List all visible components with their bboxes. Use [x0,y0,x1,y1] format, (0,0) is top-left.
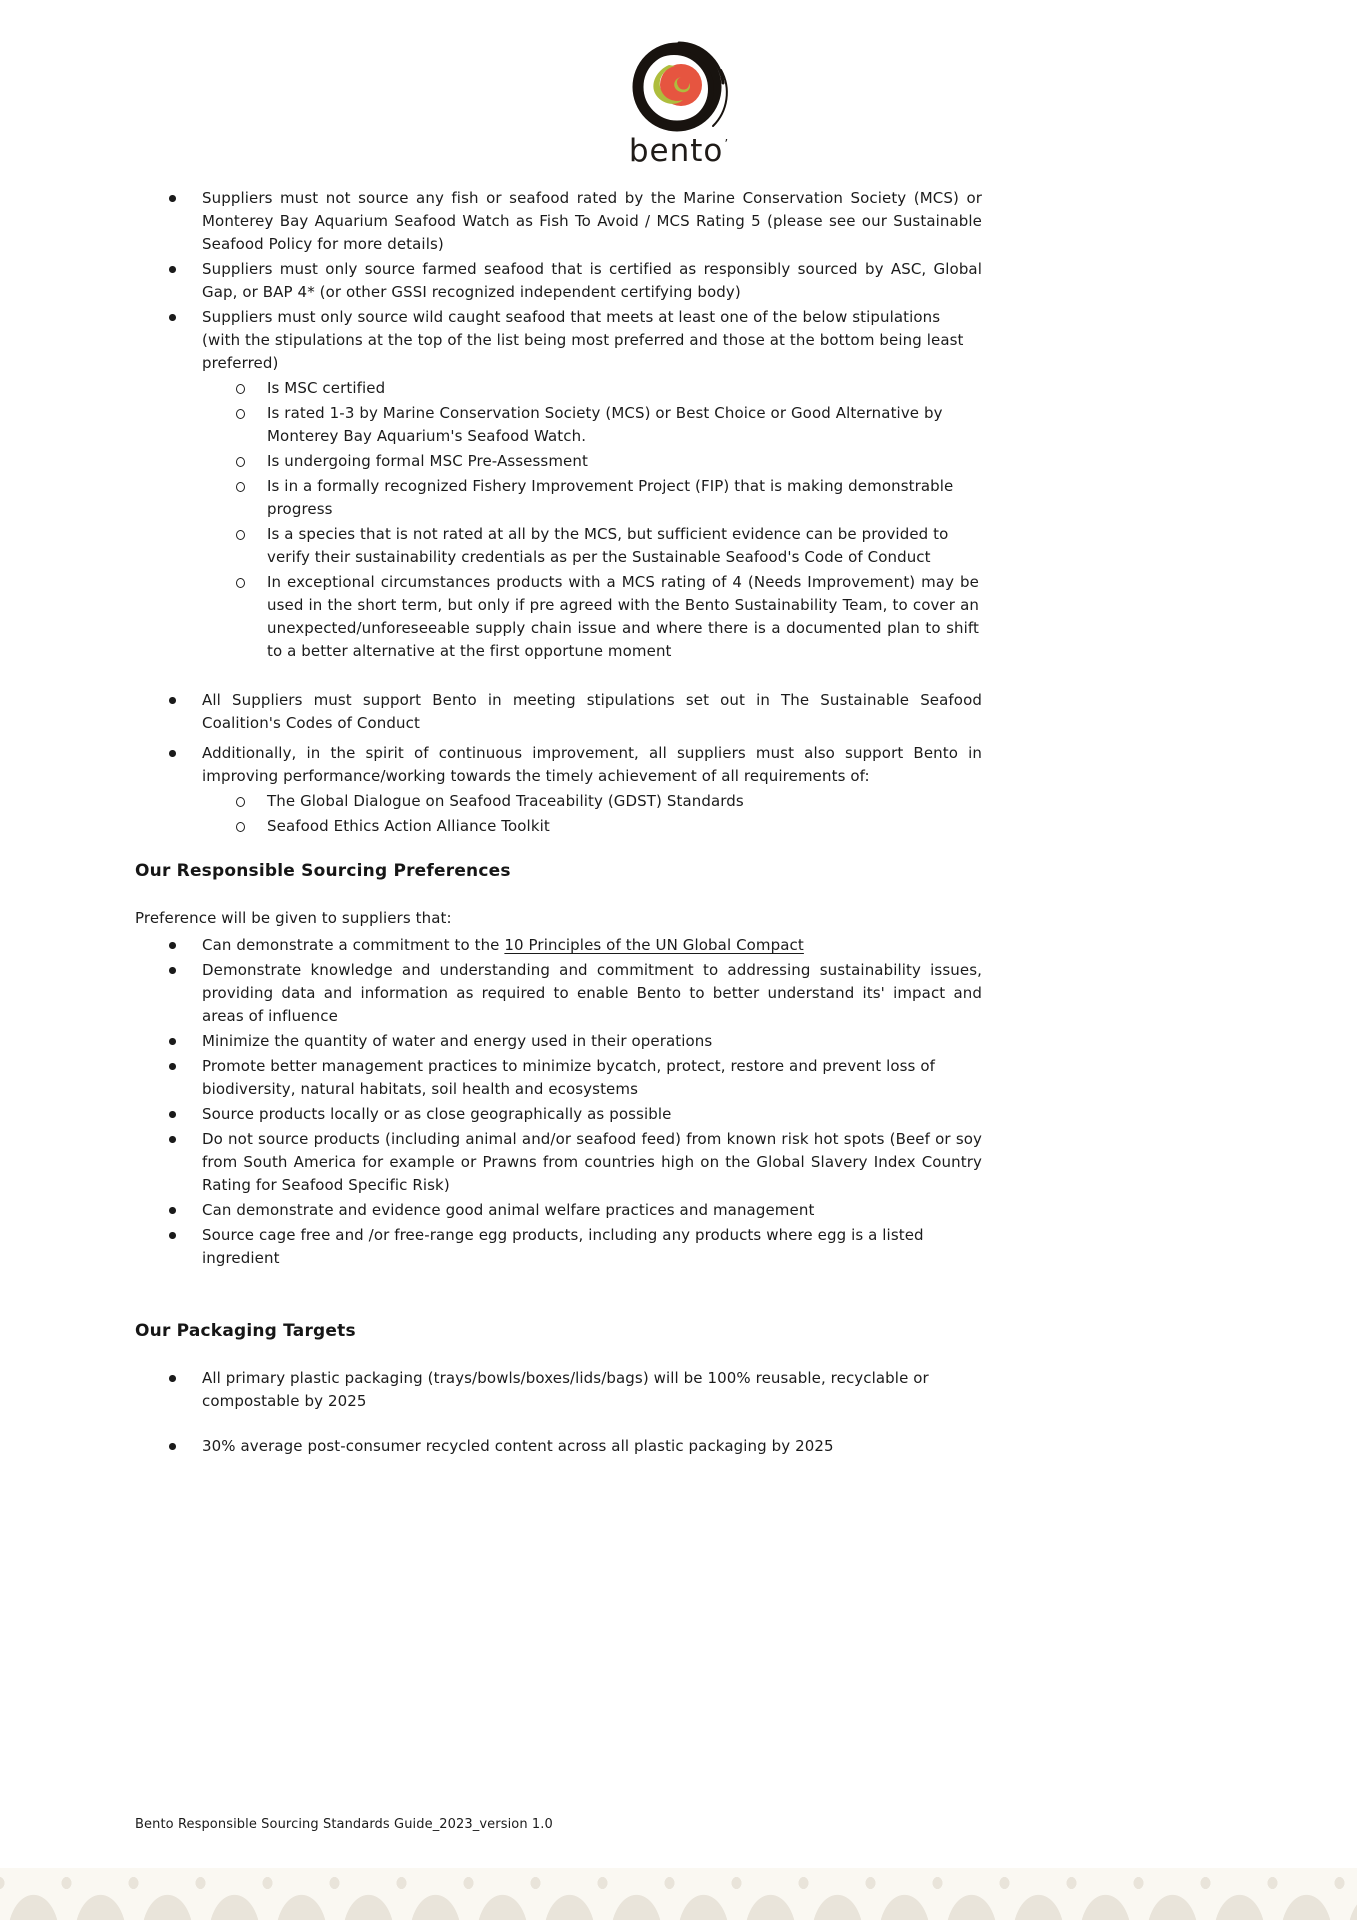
list-item [202,934,982,957]
list-item: Demonstrate knowledge and understanding and commitment to addressing sustainability issues, providing data and information as required to enable Bento to better understand its' impact and areas of influence [202,959,982,1028]
list-item: Is rated 1-3 by Marine Conservation Society (MCS) or Best Choice or Good Alternative by Monterey Bay Aquarium's Seafood Watch. [267,402,979,448]
section-heading-packaging: Our Packaging Targets [135,1321,356,1341]
logo-wordmark [0,133,1357,169]
wild-caught-stipulations-list [202,377,982,663]
list-item-text: Suppliers must only source wild caught seafood that meets at least one of the below stipulations (with the stipulations at the top of the list being most preferred and those at the bottom being least preferred) [202,308,964,372]
list-item: Minimize the quantity of water and energy used in their operations [202,1030,982,1053]
sourcing-requirements-list [135,187,995,838]
list-item: Promote better management practices to minimize bycatch, protect, restore and prevent loss of biodiversity, natural habitats, soil health and ecosystems [202,1055,982,1101]
list-item: All Suppliers must support Bento in meeting stipulations set out in The Sustainable Seafood Coalition's Codes of Conduct [202,689,982,735]
support-subitems-list [202,790,982,838]
list-item: All primary plastic packaging (trays/bowls/boxes/lids/bags) will be 100% reusable, recyclable or compostable by 2025 [202,1367,982,1413]
list-item: Is in a formally recognized Fishery Improvement Project (FIP) that is making demonstrable progress [267,475,979,521]
document-body [135,187,995,1458]
list-item: Source cage free and /or free-range egg products, including any products where egg is a listed ingredient [202,1224,982,1270]
un-global-compact-link[interactable]: 10 Principles of the UN Global Compact [504,936,804,954]
list-item: Is undergoing formal MSC Pre-Assessment [267,450,979,473]
logo-brand-text: bento [628,133,724,169]
list-item: Do not source products (including animal and/or seafood feed) from known risk hot spots (Beef or soy from South America for example or Prawns from countries high on the Global Slavery Index Country Rating for Seafood Specific Risk) [202,1128,982,1197]
list-item-text: Can demonstrate a commitment to the [202,936,505,954]
list-item: 30% average post-consumer recycled content across all plastic packaging by 2025 [202,1435,982,1458]
list-item: Seafood Ethics Action Alliance Toolkit [267,815,979,838]
decorative-scallop-border [0,1868,1357,1920]
list-item: Suppliers must not source any fish or seafood rated by the Marine Conservation Society (MCS) or Monterey Bay Aquarium Seafood Watch as Fish To Avoid / MCS Rating 5 (please see our Sustainable Seafood Policy for more details) [202,187,982,256]
list-item: Is MSC certified [267,377,979,400]
logo-trademark: ’ [724,137,730,151]
list-item-text: Additionally, in the spirit of continuous improvement, all suppliers must also support Bento in improving performance/working towards the timely achievement of all requirements of: [202,744,982,785]
preferences-list [135,934,995,1270]
list-item: Source products locally or as close geographically as possible [202,1103,982,1126]
packaging-targets-list [135,1367,995,1458]
bento-logo-icon [613,36,745,140]
list-item: In exceptional circumstances products with a MCS rating of 4 (Needs Improvement) may be used in the short term, but only if pre agreed with the Bento Sustainability Team, to cover an unexpected/unforeseeable supply chain issue and where there is a documented plan to shift to a better alternative at the first opportune moment [267,571,979,663]
list-item: Can demonstrate and evidence good animal welfare practices and management [202,1199,982,1222]
list-item: Is a species that is not rated at all by the MCS, but sufficient evidence can be provided to verify their sustainability credentials as per the Sustainable Seafood's Code of Conduct [267,523,979,569]
preferences-intro: Preference will be given to suppliers that: [135,909,452,927]
document-footer: Bento Responsible Sourcing Standards Guide_2023_version 1.0 [135,1817,553,1832]
list-item [202,742,982,838]
list-item: Suppliers must only source farmed seafood that is certified as responsibly sourced by ASC, Global Gap, or BAP 4* (or other GSSI recognized independent certifying body) [202,258,982,304]
section-heading-preferences: Our Responsible Sourcing Preferences [135,861,511,881]
list-item [202,306,982,663]
logo [0,0,1357,167]
list-item: The Global Dialogue on Seafood Traceability (GDST) Standards [267,790,979,813]
